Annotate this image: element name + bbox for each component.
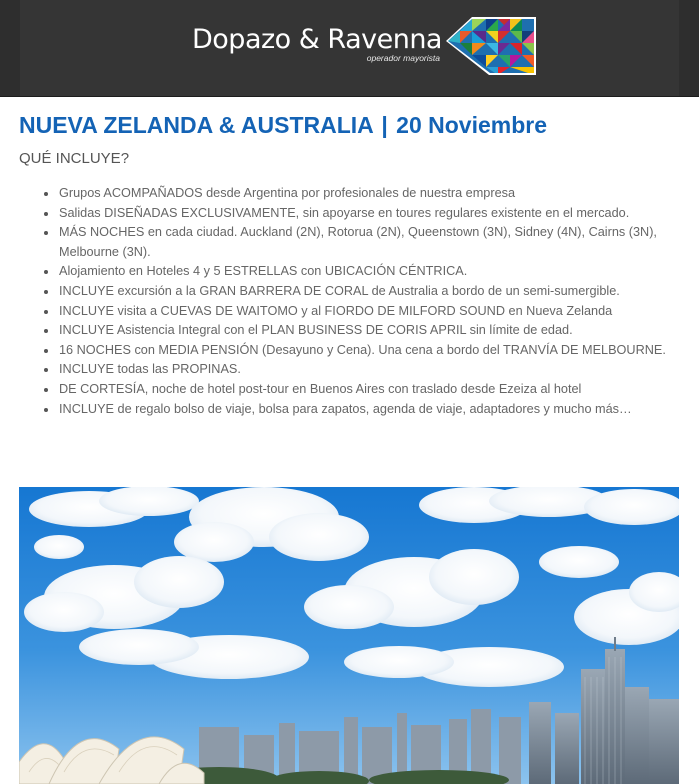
- list-item: Alojamiento en Hoteles 4 y 5 ESTRELLAS con UBICACIÓN CÉNTRICA.: [59, 262, 684, 282]
- list-item: INCLUYE todas las PROPINAS.: [59, 360, 684, 380]
- header-banner: [20, 0, 679, 96]
- brand-logo[interactable]: [192, 22, 442, 66]
- email-header: [0, 0, 699, 97]
- list-item: Grupos ACOMPAÑADOS desde Argentina por profesionales de nuestra empresa: [59, 184, 684, 204]
- title-date: 20 Noviembre: [396, 112, 548, 138]
- section-heading: QUÉ INCLUYE?: [19, 150, 130, 167]
- sydney-photo-illustration: [19, 487, 679, 784]
- sydney-skyline-photo[interactable]: [19, 487, 679, 784]
- list-item: INCLUYE excursión a la GRAN BARRERA DE CORAL de Australia a bordo de un semi-sumergible.: [59, 282, 684, 302]
- list-item: Salidas DISEÑADAS EXCLUSIVAMENTE, sin apoyarse en toures regulares existente en el mercado.: [59, 204, 684, 224]
- brand-name: Dopazo & Ravenna: [192, 24, 442, 55]
- multicolor-geometric-arrow-logo-icon: [446, 17, 536, 75]
- title-separator: |: [381, 112, 388, 138]
- list-item: DE CORTESÍA, noche de hotel post-tour en Buenos Aires con traslado desde Ezeiza al hotel: [59, 380, 684, 400]
- list-item: 16 NOCHES con MEDIA PENSIÓN (Desayuno y Cena). Una cena a bordo del TRANVÍA DE MELBOURNE.: [59, 341, 684, 361]
- page-title: [19, 111, 547, 139]
- brand-tagline: operador mayorista: [366, 53, 440, 63]
- includes-list: [59, 184, 684, 419]
- list-item: INCLUYE de regalo bolso de viaje, bolsa para zapatos, agenda de viaje, adaptadores y mucho más…: [59, 400, 684, 420]
- list-item: INCLUYE visita a CUEVAS DE WAITOMO y al FIORDO DE MILFORD SOUND en Nueva Zelanda: [59, 302, 684, 322]
- title-destination: NUEVA ZELANDA & AUSTRALIA: [19, 112, 373, 138]
- list-item: INCLUYE Asistencia Integral con el PLAN BUSINESS DE CORIS APRIL sin límite de edad.: [59, 321, 684, 341]
- list-item: MÁS NOCHES en cada ciudad. Auckland (2N), Rotorua (2N), Queenstown (3N), Sidney (4N), Cairns (3N), Melbourne (3N).: [59, 223, 684, 262]
